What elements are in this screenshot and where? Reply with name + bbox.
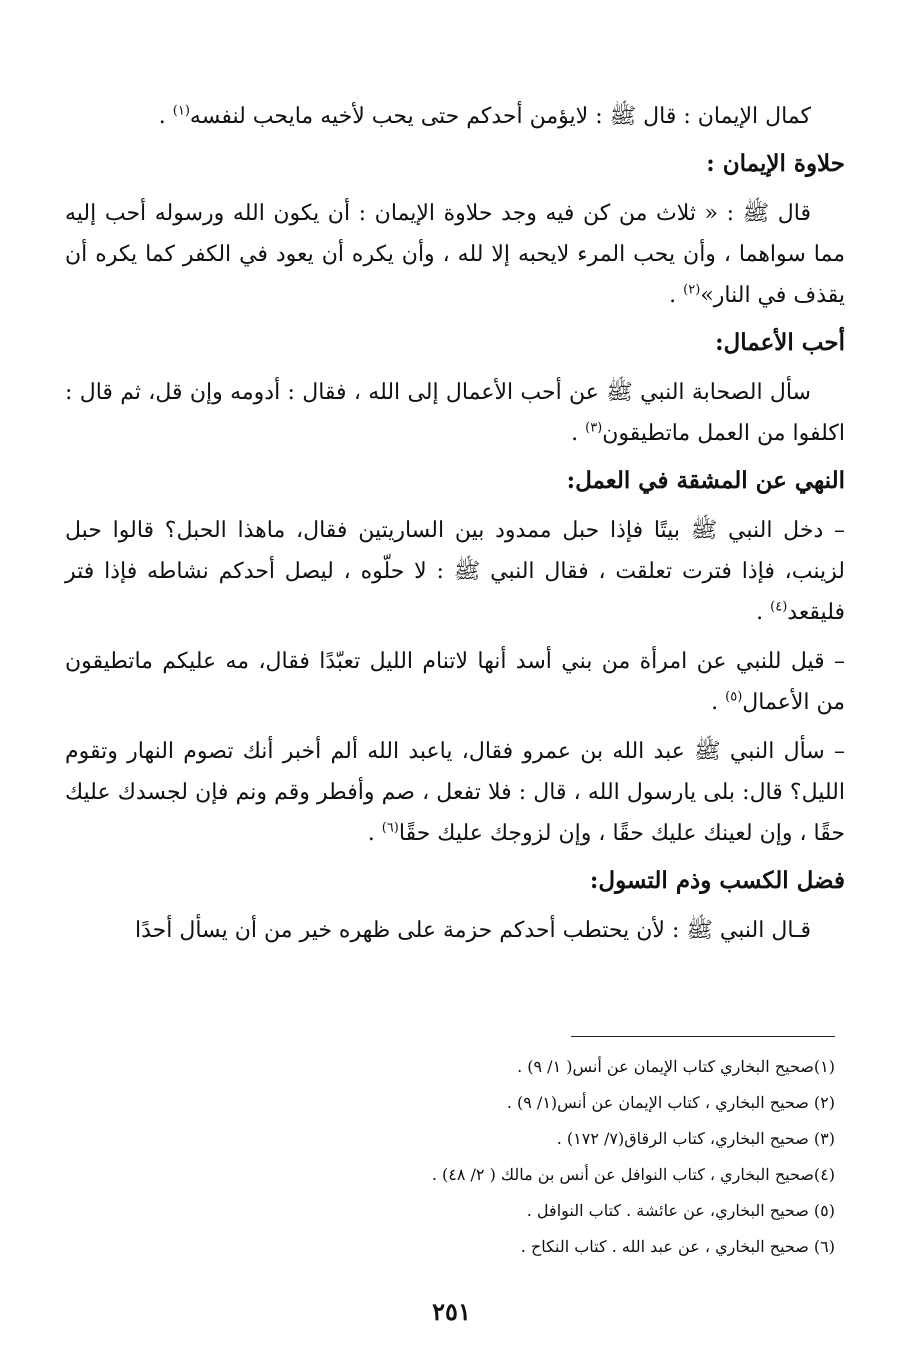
- paragraph-nahy-1: [65, 510, 845, 633]
- paragraph-end: .: [158, 104, 173, 129]
- paragraph-halawa: [65, 193, 845, 316]
- footnote-separator: [571, 1036, 835, 1037]
- footnote-3: (٣) صحيح البخاري، كتاب الرقاق(٧/ ١٧٢) .: [556, 1129, 835, 1148]
- footnote-5: (٥) صحيح البخاري، عن عائشة . كتاب النوافل .: [526, 1201, 835, 1220]
- paragraph-end: .: [367, 821, 382, 846]
- paragraph-ahab: [65, 372, 845, 454]
- footnote-4: (٤)صحيح البخاري ، كتاب النوافل عن أنس بن مالك ( ٢/ ٤٨) .: [431, 1165, 835, 1184]
- paragraph-text: قـال النبي ﷺ : لأن يحتطب أحدكم حزمة على ظهره خير من أن يسأل أحدًا: [134, 918, 811, 943]
- paragraph-nahy-3: [65, 731, 845, 854]
- heading-nahy-mashaqqa: النهي عن المشقة في العمل:: [566, 467, 845, 494]
- paragraph-text: قال ﷺ : « ثلاث من كن فيه وجد حلاوة الإيمان : أن يكون الله ورسوله أحب إليه مما سواهما ، وأن يحب المرء لايحبه إلا لله ، وأن يكره أن يعود في الكفر كما يكره أن يقذف في النار»: [65, 201, 845, 308]
- heading-ahab-aamal: أحب الأعمال:: [715, 329, 845, 356]
- paragraph-end: .: [711, 690, 726, 715]
- paragraph-text: – قيل للنبي عن امرأة من بني أسد أنها لاتنام الليل تعبّدًا فقال، مه عليكم ماتطيقون من الأعمال: [65, 649, 845, 715]
- paragraph-end: .: [571, 421, 586, 446]
- footnote-ref-2: (٢): [683, 282, 701, 298]
- paragraph-end: .: [669, 283, 684, 308]
- paragraph-nahy-2: [65, 641, 845, 723]
- footnote-ref-1: (١): [172, 103, 190, 119]
- paragraph-text: – سأل النبي ﷺ عبد الله بن عمرو فقال، ياعبد الله ألم أخبر أنك تصوم النهار وتقوم الليل؟ قال: بلى يارسول الله ، قال : فلا تفعل ، صم وأفطر وقم ونم فإن لجسدك عليك حقًا ، وإن لعينك عليك حقًا ، وإن لزوجك عليك حقًا: [65, 739, 845, 846]
- heading-fadl-kasb: فضل الكسب وذم التسول:: [589, 867, 845, 894]
- footnote-ref-3: (٣): [585, 420, 603, 436]
- paragraph-text: سأل الصحابة النبي ﷺ عن أحب الأعمال إلى الله ، فقال : أدومه وإن قل، ثم قال : اكلفوا من العمل ماتطيقون: [65, 380, 845, 446]
- main-text: [65, 96, 845, 959]
- footnote-ref-6: (٦): [381, 820, 399, 836]
- paragraph-end: .: [756, 600, 771, 625]
- footnote-1: (١)صحيح البخاري كتاب الإيمان عن أنس( ١/ ٩) .: [517, 1057, 835, 1076]
- footnotes: [95, 1049, 835, 1265]
- footnote-ref-5: (٥): [725, 689, 743, 705]
- footnote-ref-4: (٤): [770, 599, 788, 615]
- footnote-2: (٢) صحيح البخاري ، كتاب الإيمان عن أنس(١/ ٩) .: [506, 1093, 835, 1112]
- paragraph-text: كمال الإيمان : قال ﷺ : لايؤمن أحدكم حتى يحب لأخيه مايحب لنفسه: [189, 104, 811, 129]
- heading-halawat-iman: حلاوة الإيمان :: [706, 150, 845, 177]
- paragraph-kamal-iman: [65, 96, 845, 137]
- footnote-6: (٦) صحيح البخاري ، عن عبد الله . كتاب النكاح .: [520, 1237, 835, 1256]
- paragraph-fadl: [65, 910, 845, 951]
- paragraph-text: – دخل النبي ﷺ بيتًا فإذا حبل ممدود بين الساريتين فقال، ماهذا الحبل؟ قالوا حبل لزينب، فإذا فترت تعلقت ، فقال النبي ﷺ : لا حلّوه ، ليصل أحدكم نشاطه فإذا فتر فليقعد: [65, 518, 845, 625]
- page-number: ٢٥١: [432, 1297, 471, 1326]
